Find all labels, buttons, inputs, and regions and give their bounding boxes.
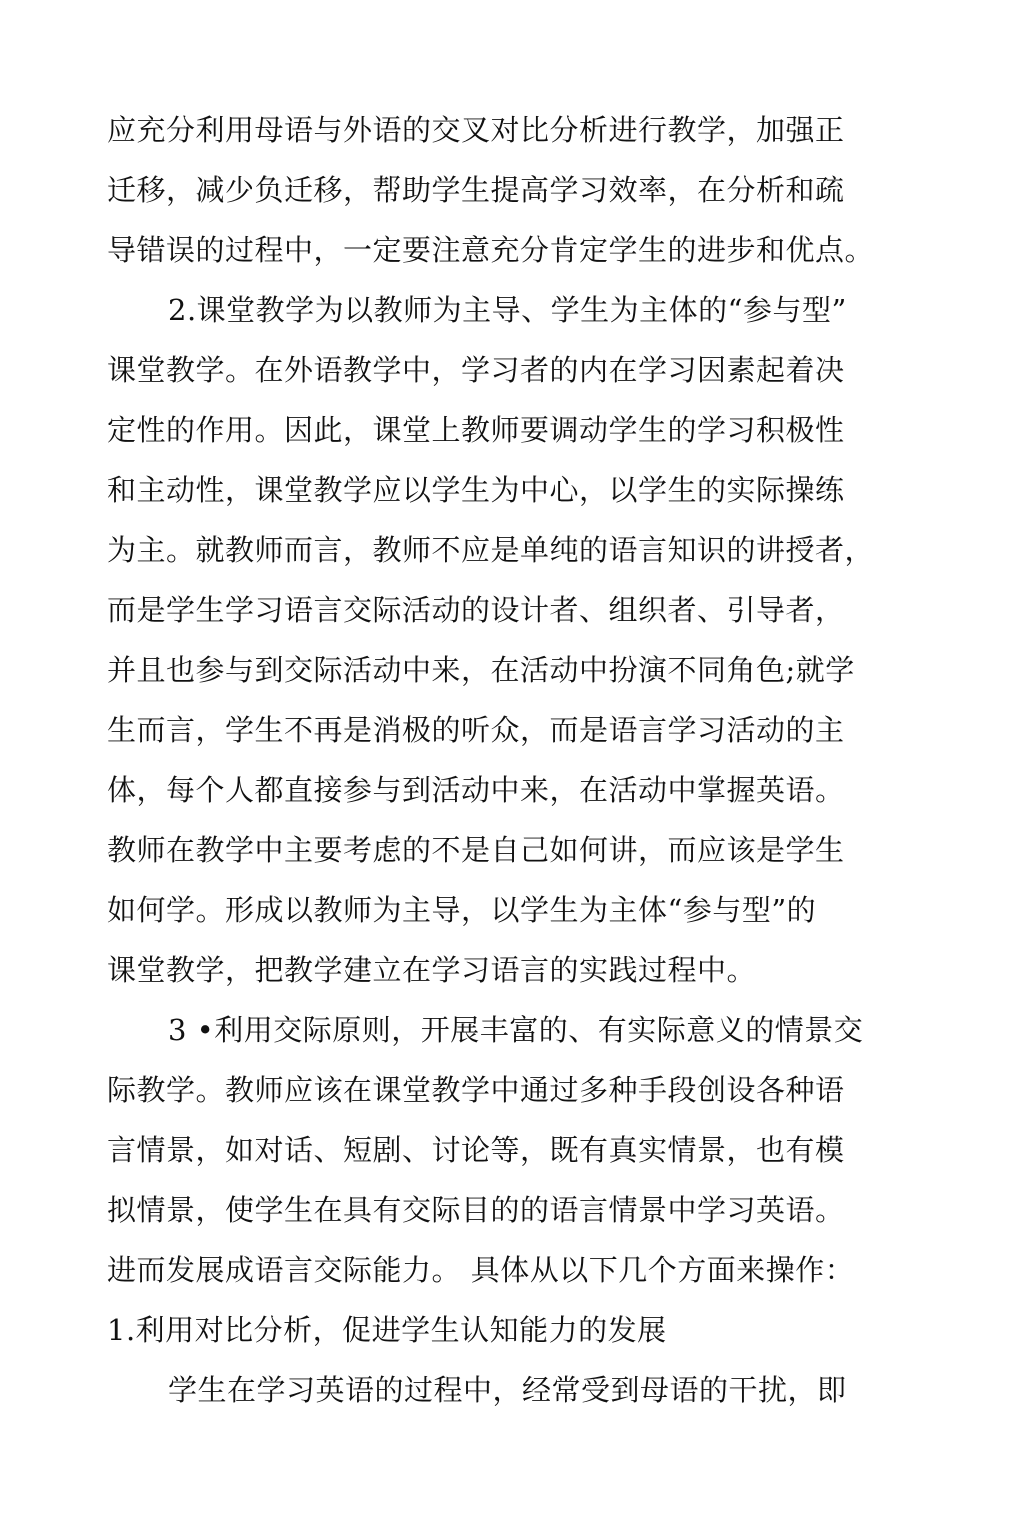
text-line: 2.课堂教学为以教师为主导、学生为主体的“参与型” [168, 293, 847, 327]
text-line: 课堂教学，把教学建立在学习语言的实践过程中。 [107, 953, 757, 987]
text-line: 并且也参与到交际活动中来，在活动中扮演不同角色;就学 [107, 653, 855, 687]
text-line: 体，每个人都直接参与到活动中来，在活动中掌握英语。 [107, 773, 845, 807]
text-line: 际教学。教师应该在课堂教学中通过多种手段创设各种语 [107, 1073, 845, 1107]
text-line: 课堂教学。在外语教学中，学习者的内在学习因素起着决 [107, 353, 845, 387]
text-line: 生而言，学生不再是消极的听众，而是语言学习活动的主 [107, 713, 845, 747]
text-line: 定性的作用。因此，课堂上教师要调动学生的学习积极性 [107, 413, 845, 447]
section-heading: 1.利用对比分析，促进学生认知能力的发展 [107, 1313, 667, 1347]
text-line: 导错误的过程中，一定要注意充分肯定学生的进步和优点。 [107, 233, 875, 267]
text-line: 迁移，减少负迁移，帮助学生提高学习效率，在分析和疏 [107, 173, 845, 207]
text-line: 学生在学习英语的过程中，经常受到母语的干扰，即 [168, 1373, 847, 1407]
text-line: 应充分利用母语与外语的交叉对比分析进行教学，加强正 [107, 113, 845, 147]
text-line: 而是学生学习语言交际活动的设计者、组织者、引导者， [107, 593, 845, 627]
text-line: 拟情景，使学生在具有交际目的的语言情景中学习英语。 [107, 1193, 845, 1227]
text-line: 和主动性，课堂教学应以学生为中心，以学生的实际操练 [107, 473, 845, 507]
text-line: 如何学。形成以教师为主导，以学生为主体“参与型”的 [107, 893, 817, 927]
text-line: 为主。就教师而言，教师不应是单纯的语言知识的讲授者， [107, 533, 875, 567]
text-line: 言情景，如对话、短剧、讨论等，既有真实情景，也有模 [107, 1133, 845, 1167]
text-line: 教师在教学中主要考虑的不是自己如何讲，而应该是学生 [107, 833, 845, 867]
text-line: 进而发展成语言交际能力。 具体从以下几个方面来操作： [107, 1253, 855, 1287]
text-line: 3 •利用交际原则，开展丰富的、有实际意义的情景交 [168, 1013, 864, 1047]
